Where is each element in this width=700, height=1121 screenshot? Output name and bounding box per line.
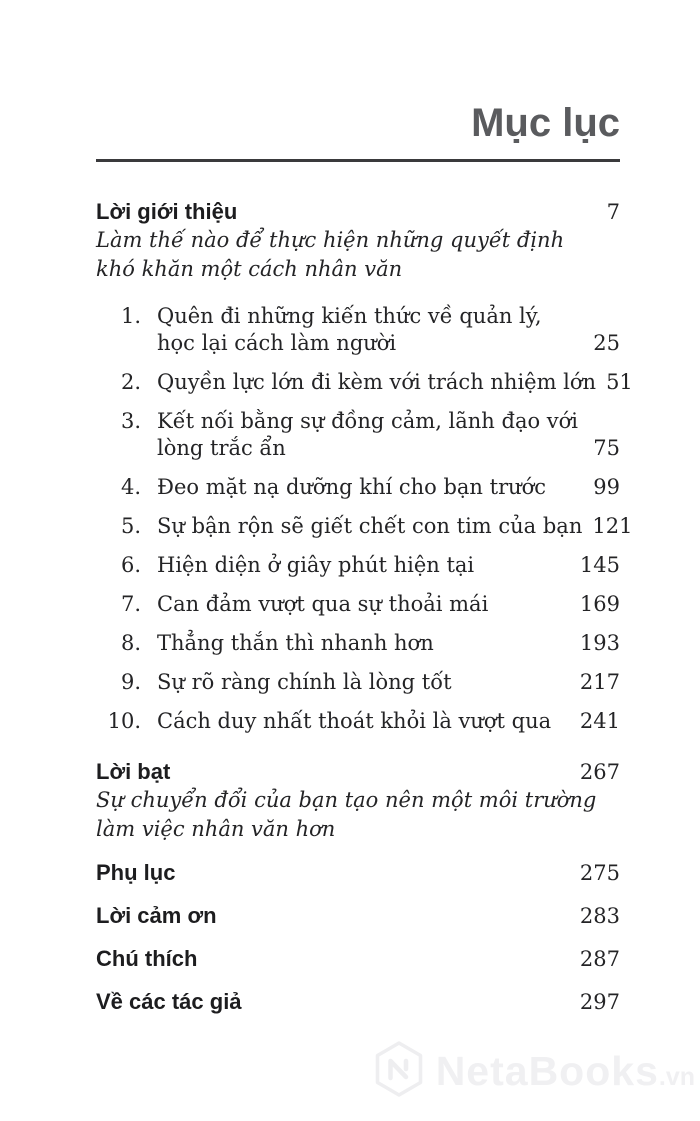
page-title: Mục lục bbox=[471, 101, 620, 145]
chapter-title-line: Đeo mặt nạ dưỡng khí cho bạn trước bbox=[157, 475, 547, 499]
page-number: 51 bbox=[606, 370, 633, 394]
chapter-number: 1. bbox=[120, 304, 141, 328]
title-rule bbox=[96, 159, 620, 162]
section-label: Lời giới thiệu bbox=[96, 199, 238, 224]
watermark-brand-text bbox=[436, 1048, 695, 1095]
toc-entry-chapter-7 bbox=[96, 591, 620, 618]
chapter-title-line: Thẳng thắn thì nhanh hơn bbox=[157, 631, 434, 655]
chapter-title-line: lòng trắc ẩn bbox=[157, 436, 286, 460]
chapter-title-line: học lại cách làm người bbox=[157, 331, 397, 355]
chapter-title bbox=[157, 408, 578, 462]
page-number: 99 bbox=[593, 475, 620, 499]
subtitle-line: khó khăn một cách nhân văn bbox=[96, 257, 403, 281]
toc-entry-chapter-6 bbox=[96, 552, 620, 579]
section-subtitle bbox=[96, 226, 620, 284]
subtitle-line: Sự chuyển đổi của bạn tạo nên một môi trường bbox=[96, 788, 597, 812]
subtitle-line: làm việc nhân văn hơn bbox=[96, 817, 336, 841]
toc-entry-chapter-9 bbox=[96, 669, 620, 696]
toc-entry-appendix bbox=[96, 859, 620, 887]
section-label: Lời cảm ơn bbox=[96, 903, 217, 928]
chapter-title bbox=[157, 369, 596, 396]
chapter-title-line: Sự bận rộn sẽ giết chết con tim của bạn bbox=[157, 514, 583, 538]
chapter-number: 6. bbox=[120, 553, 141, 577]
chapter-title-line: Quyền lực lớn đi kèm với trách nhiệm lớn bbox=[157, 370, 597, 394]
chapter-number: 10. bbox=[107, 709, 141, 733]
subtitle-line: Làm thế nào để thực hiện những quyết định bbox=[96, 228, 565, 252]
toc-entry-notes bbox=[96, 945, 620, 973]
page-number: 169 bbox=[579, 592, 620, 616]
page-number: 287 bbox=[579, 947, 620, 971]
hexagon-n-logo-icon bbox=[374, 1041, 424, 1101]
chapter-title bbox=[157, 630, 434, 657]
toc-entry-acknowledgments bbox=[96, 902, 620, 930]
watermark-suffix: .vn bbox=[658, 1062, 695, 1091]
toc-entry-introduction bbox=[96, 198, 620, 284]
section-subtitle bbox=[96, 786, 620, 844]
toc-entry-chapter-4 bbox=[96, 474, 620, 501]
section-label: Về các tác giả bbox=[96, 989, 242, 1014]
toc-entry-row bbox=[96, 758, 620, 786]
page-number: 145 bbox=[579, 553, 620, 577]
page-number: 7 bbox=[606, 200, 620, 224]
chapter-title-line: Kết nối bằng sự đồng cảm, lãnh đạo với bbox=[157, 409, 579, 433]
chapter-title bbox=[157, 591, 488, 618]
section-label: Lời bạt bbox=[96, 759, 171, 784]
toc-entry-chapter-5 bbox=[96, 513, 633, 540]
chapter-title bbox=[157, 669, 452, 696]
page-number: 283 bbox=[579, 904, 620, 928]
toc-entry-chapter-10 bbox=[96, 708, 620, 735]
chapter-title bbox=[157, 552, 474, 579]
chapter-title bbox=[157, 708, 551, 735]
chapter-title-line: Quên đi những kiến thức về quản lý, bbox=[157, 304, 542, 328]
page-number: 267 bbox=[579, 760, 620, 784]
page-number: 121 bbox=[592, 514, 633, 538]
chapter-title bbox=[157, 513, 582, 540]
page-number: 25 bbox=[593, 331, 620, 355]
toc-entry-chapter-8 bbox=[96, 630, 620, 657]
page-number: 217 bbox=[579, 670, 620, 694]
page-number: 275 bbox=[579, 861, 620, 885]
chapter-number: 5. bbox=[120, 514, 141, 538]
page-number: 297 bbox=[579, 990, 620, 1014]
chapter-title-line: Cách duy nhất thoát khỏi là vượt qua bbox=[157, 709, 552, 733]
toc-entry-epilogue bbox=[96, 758, 620, 844]
chapter-number: 3. bbox=[120, 409, 141, 433]
section-label: Phụ lục bbox=[96, 860, 176, 885]
chapter-number: 7. bbox=[120, 592, 141, 616]
chapter-number: 4. bbox=[120, 475, 141, 499]
page-number: 241 bbox=[579, 709, 620, 733]
chapter-title-line: Hiện diện ở giây phút hiện tại bbox=[157, 553, 475, 577]
watermark-brand: NetaBooks bbox=[435, 1047, 659, 1094]
netabooks-watermark bbox=[374, 1041, 695, 1101]
chapter-list bbox=[96, 303, 633, 735]
chapter-number: 2. bbox=[120, 370, 141, 394]
toc-entry-chapter-1 bbox=[96, 303, 620, 357]
toc-entry-chapter-3 bbox=[96, 408, 620, 462]
chapter-title bbox=[157, 303, 542, 357]
chapter-number: 9. bbox=[120, 670, 141, 694]
toc-content bbox=[96, 0, 633, 1016]
toc-entry-chapter-2 bbox=[96, 369, 633, 396]
page-number: 75 bbox=[593, 436, 620, 460]
chapter-title bbox=[157, 474, 546, 501]
section-label: Chú thích bbox=[96, 946, 198, 971]
chapter-title-line: Can đảm vượt qua sự thoải mái bbox=[157, 592, 489, 616]
page-number: 193 bbox=[579, 631, 620, 655]
chapter-number: 8. bbox=[120, 631, 141, 655]
toc-entry-about-authors bbox=[96, 988, 620, 1016]
chapter-title-line: Sự rõ ràng chính là lòng tốt bbox=[157, 670, 452, 694]
toc-entry-row bbox=[96, 198, 620, 226]
